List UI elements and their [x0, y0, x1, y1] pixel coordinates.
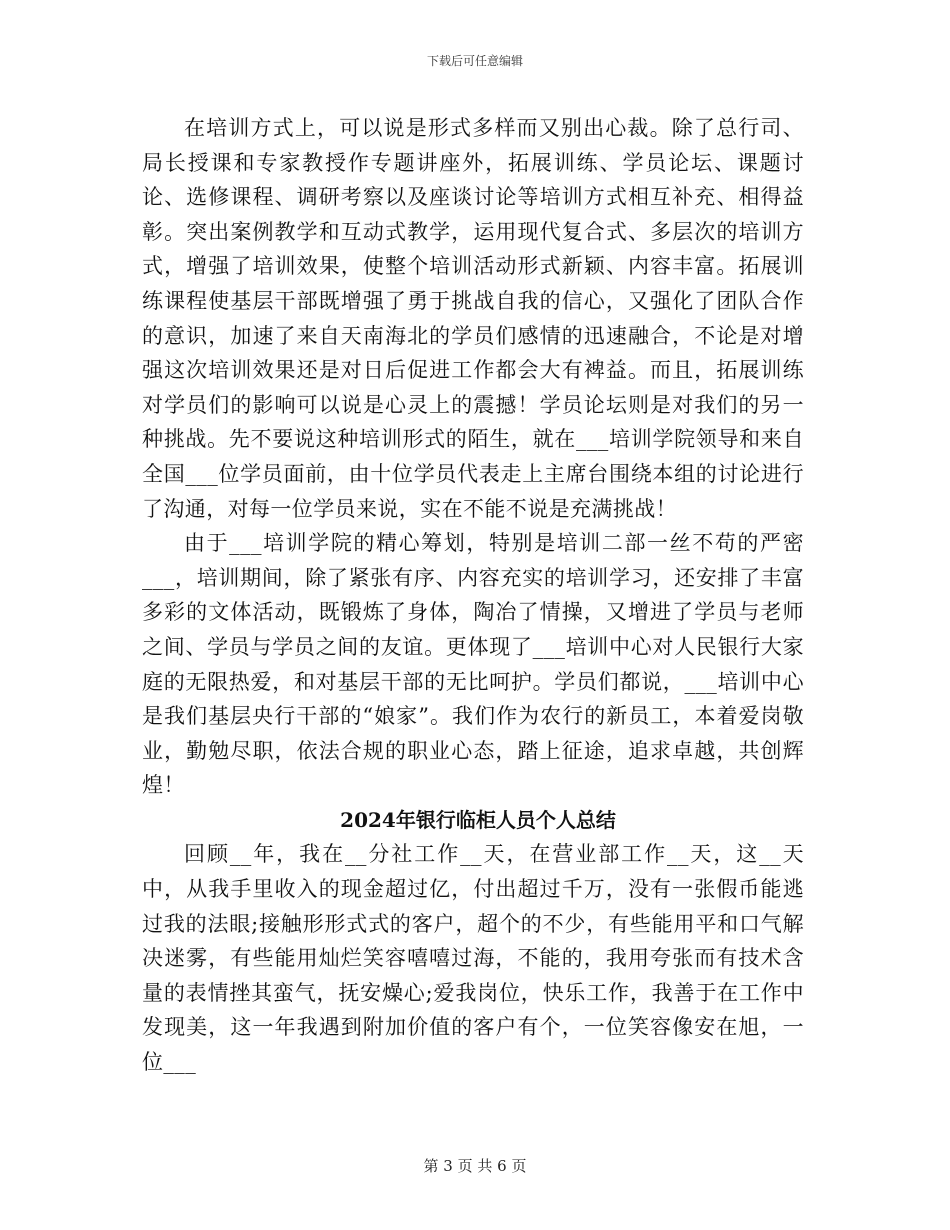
- document-body: [142, 111, 804, 1080]
- paragraph-training-arrangement: 由于___培训学院的精心筹划，特别是培训二部一丝不苟的严密___，培训期间，除了紧张有序、内容充实的培训学习，还安排了丰富多彩的文体活动，既锻炼了身体，陶冶了情操，又增进了学员与老师之间、学员与学员之间的友谊。更体现了___培训中心对人民银行大家庭的无限热爱，和对基层干部的无比呵护。学员们都说，___培训中心是我们基层央行干部的“娘家”。我们作为农行的新员工，本着爱岗敬业，勤勉尽职，依法合规的职业心态，踏上征途，追求卓越，共创辉煌！: [142, 531, 804, 798]
- page-number: 第 3 页 共 6 页: [423, 1157, 527, 1175]
- section-title: 2024年银行临柜人员个人总结: [340, 807, 616, 832]
- page-header-note: 下载后可任意编辑: [426, 54, 523, 68]
- paragraph-training-methods: 在培训方式上，可以说是形式多样而又别出心裁。除了总行司、局长授课和专家教授作专题讲座外，拓展训练、学员论坛、课题讨论、选修课程、调研考察以及座谈讨论等培训方式相互补充、相得益彰。突出案例教学和互动式教学，运用现代复合式、多层次的培训方式，增强了培训效果，使整个培训活动形式新颖、内容丰富。拓展训练课程使基层干部既增强了勇于挑战自我的信心，又强化了团队合作的意识，加速了来自天南海北的学员们感情的迅速融合，不论是对增强这次培训效果还是对日后促进工作都会大有裨益。而且，拓展训练对学员们的影响可以说是心灵上的震撼！学员论坛则是对我们的另一种挑战。先不要说这种培训形式的陌生，就在___培训学院领导和来自全国___位学员面前，由十位学员代表走上主席台围绕本组的讨论进行了沟通，对每一位学员来说，实在不能不说是充满挑战！: [142, 116, 804, 521]
- paragraph-annual-review: 回顾__年，我在__分社工作__天，在营业部工作__天，这__天中，从我手里收入的现金超过亿，付出超过千万，没有一张假币能逃过我的法眼;接触形形式式的客户，超个的不少，有些能用平和口气解决迷雾，有些能用灿烂笑容嘻嘻过海，不能的，我用夸张而有技术含量的表情挫其蛮气，抚安燥心;爱我岗位，快乐工作，我善于在工作中发现美，这一年我遇到附加价值的客户有个，一位笑容像安在旭，一位___: [142, 842, 804, 1075]
